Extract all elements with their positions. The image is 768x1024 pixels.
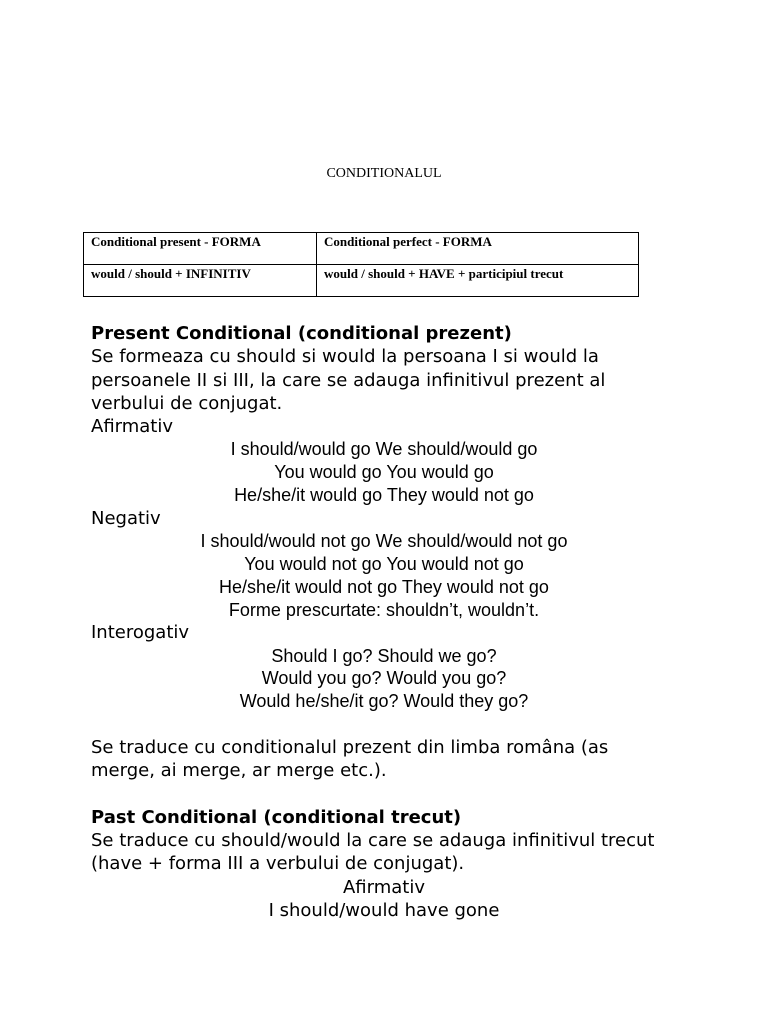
conjugation-line: I should/would have gone bbox=[268, 899, 500, 921]
table-cell-perfect-form: would / should + HAVE + participiul trecut bbox=[317, 265, 639, 297]
document-body bbox=[91, 322, 671, 922]
present-negativ-label: Negativ bbox=[91, 507, 161, 529]
table-header-perfect: Conditional perfect - FORMA bbox=[317, 233, 639, 265]
paragraph-gap bbox=[91, 783, 671, 806]
page-title: CONDITIONALUL bbox=[326, 166, 442, 181]
table-header-row bbox=[84, 233, 639, 265]
paragraph-gap bbox=[91, 713, 671, 736]
conjugation-line: You would go You would go bbox=[274, 462, 494, 483]
conjugation-line: I should/would not go We should/would not go bbox=[200, 531, 568, 552]
conjugation-line: I should/would go We should/would go bbox=[230, 439, 538, 460]
conjugation-line: Would you go? Would you go? bbox=[261, 668, 507, 689]
past-heading: Past Conditional (conditional trecut) bbox=[91, 806, 462, 828]
present-negativ-block bbox=[91, 530, 677, 621]
forma-table bbox=[83, 232, 639, 297]
conjugation-line: He/she/it would not go They would not go bbox=[219, 576, 549, 597]
present-interogativ-label: Interogativ bbox=[91, 622, 190, 644]
table-cell-present-form: would / should + INFINITIV bbox=[84, 265, 317, 297]
present-translation: Se traduce cu conditionalul prezent din limba româna (as merge, ai merge, ar merge etc.). bbox=[91, 737, 609, 782]
past-afirmativ-block bbox=[91, 876, 677, 923]
conjugation-line: He/she/it would go They would not go bbox=[234, 485, 534, 506]
table-row bbox=[84, 265, 639, 297]
conjugation-line: Would he/she/it go? Would they go? bbox=[239, 691, 529, 712]
conjugation-line: Should I go? Should we go? bbox=[271, 645, 497, 666]
present-heading: Present Conditional (conditional prezent) bbox=[91, 323, 512, 344]
present-interogativ-block bbox=[91, 645, 677, 713]
table-header-present: Conditional present - FORMA bbox=[84, 233, 317, 265]
present-description: Se formeaza cu should si would la persoana I si would la persoanele II si III, la care se adauga infinitivul prezent al verbului de conjugat. bbox=[91, 346, 606, 414]
conjugation-line: You would not go You would not go bbox=[244, 553, 524, 574]
present-afirmativ-block bbox=[91, 438, 677, 506]
past-afirmativ-label: Afirmativ bbox=[342, 876, 425, 898]
short-forms-note: Forme prescurtate: shouldn’t, wouldn’t. bbox=[228, 599, 540, 620]
past-description: Se traduce cu should/would la care se adauga infinitivul trecut (have + forma III a verbului de conjugat). bbox=[91, 829, 655, 875]
present-afirmativ-label: Afirmativ bbox=[91, 416, 174, 438]
